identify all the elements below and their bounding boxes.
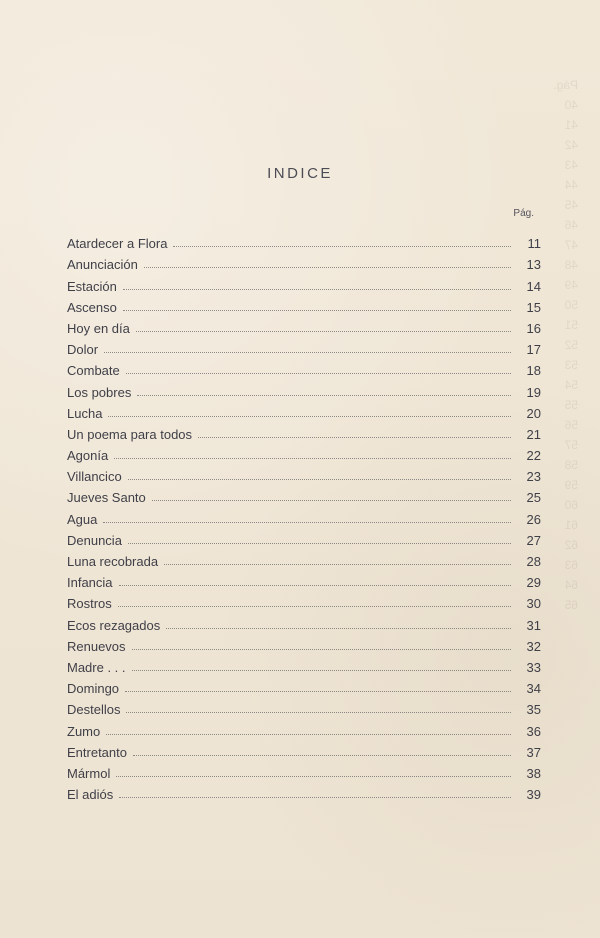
toc-entry-title: Luna recobrada <box>67 554 159 569</box>
dot-leader <box>166 628 511 629</box>
toc-entry-title: Rostros <box>67 596 112 612</box>
toc-entry-page: 33 <box>526 659 541 675</box>
dot-leader <box>128 479 511 480</box>
toc-entry <box>67 400 541 421</box>
toc-entry <box>67 760 541 781</box>
toc-entry-page: 16 <box>526 320 541 336</box>
dot-leader <box>108 416 511 417</box>
toc-entry <box>67 527 541 548</box>
toc-entry-title: El adiós <box>67 787 114 803</box>
toc-entry-page: 37 <box>526 744 541 760</box>
toc-entry-title: Zumo <box>67 723 101 739</box>
toc-entry-page: 34 <box>526 681 541 697</box>
toc-entry <box>67 251 541 272</box>
toc-entry-title: Ascenso <box>67 299 117 315</box>
toc-entry-title: Estación <box>67 278 117 294</box>
toc-entry-page: 26 <box>526 511 541 527</box>
toc-entry <box>67 378 541 399</box>
table-of-contents <box>67 230 541 802</box>
toc-entry-title: Anunciación <box>67 257 138 273</box>
toc-entry-page: 15 <box>526 299 541 315</box>
page-column-label: Pág. <box>513 208 534 219</box>
toc-entry <box>67 654 541 675</box>
dot-leader <box>126 712 511 713</box>
toc-entry <box>67 675 541 696</box>
toc-entry <box>67 421 541 442</box>
toc-entry-page: 29 <box>526 575 541 591</box>
toc-entry-title: Ecos rezagados <box>67 617 161 633</box>
page-title: INDICE <box>267 165 333 182</box>
toc-entry-page: 32 <box>526 638 541 654</box>
dot-leader <box>128 543 511 544</box>
toc-entry-title: Los pobres <box>67 384 132 400</box>
dot-leader <box>164 564 511 565</box>
toc-entry-title: Destellos <box>67 702 121 718</box>
toc-entry-page: 13 <box>526 257 541 273</box>
toc-entry <box>67 315 541 336</box>
toc-entry <box>67 611 541 632</box>
toc-entry-title: Atardecer a Flora <box>67 236 168 252</box>
toc-entry-page: 11 <box>527 236 541 252</box>
show-through-text: Pág. 40 41 42 43 44 45 46 47 48 49 50 51 52 53 54 55 56 57 58 59 60 61 62 63 64 65 <box>553 78 578 612</box>
dot-leader <box>132 670 511 671</box>
toc-entry-page: 25 <box>526 490 541 506</box>
toc-entry-page: 22 <box>526 448 541 464</box>
dot-leader <box>119 585 511 586</box>
toc-entry-title: Renuevos <box>67 638 126 654</box>
toc-entry <box>67 781 541 802</box>
toc-entry-page: 27 <box>526 532 541 548</box>
dot-leader <box>114 458 511 459</box>
toc-entry <box>67 357 541 378</box>
toc-entry <box>67 230 541 251</box>
toc-entry-title: Combate <box>67 363 120 379</box>
toc-entry-title: Infancia <box>67 575 113 591</box>
toc-entry <box>67 717 541 738</box>
toc-entry <box>67 633 541 654</box>
dot-leader <box>133 755 511 756</box>
dot-leader <box>173 246 511 247</box>
dot-leader <box>123 310 511 311</box>
toc-entry-page: 18 <box>526 363 541 379</box>
toc-entry <box>67 569 541 590</box>
dot-leader <box>152 500 511 501</box>
toc-entry-page: 21 <box>526 426 541 442</box>
dot-leader <box>118 606 511 607</box>
toc-entry-page: 28 <box>526 554 541 569</box>
toc-entry-title: Hoy en día <box>67 320 130 336</box>
toc-entry <box>67 442 541 463</box>
toc-entry-page: 35 <box>526 702 541 718</box>
toc-entry-title: Domingo <box>67 681 120 697</box>
toc-entry <box>67 505 541 526</box>
dot-leader <box>132 649 511 650</box>
toc-entry-page: 20 <box>526 405 541 421</box>
toc-entry <box>67 548 541 569</box>
toc-entry <box>67 739 541 760</box>
toc-entry <box>67 590 541 611</box>
toc-entry-title: Agua <box>67 511 98 527</box>
toc-entry-page: 38 <box>526 765 541 781</box>
dot-leader <box>137 395 511 396</box>
toc-entry <box>67 336 541 357</box>
toc-entry-page: 31 <box>526 617 541 633</box>
dot-leader <box>103 522 511 523</box>
toc-entry-page: 19 <box>526 384 541 400</box>
dot-leader <box>106 734 511 735</box>
toc-entry <box>67 294 541 315</box>
dot-leader <box>198 437 511 438</box>
toc-entry-title: Un poema para todos <box>67 426 193 442</box>
toc-entry-page: 30 <box>526 596 541 612</box>
dot-leader <box>126 373 511 374</box>
toc-entry-title: Agonía <box>67 448 109 464</box>
toc-entry <box>67 696 541 717</box>
toc-entry-title: Villancico <box>67 469 122 485</box>
toc-entry-page: 17 <box>526 342 541 358</box>
toc-entry-page: 36 <box>526 723 541 739</box>
toc-entry-page: 39 <box>526 787 541 803</box>
dot-leader <box>136 331 511 332</box>
toc-entry-title: Denuncia <box>67 532 122 548</box>
toc-entry <box>67 484 541 505</box>
toc-entry-page: 14 <box>526 278 541 294</box>
toc-entry-title: Jueves Santo <box>67 490 146 506</box>
dot-leader <box>123 289 511 290</box>
dot-leader <box>125 691 511 692</box>
dot-leader <box>104 352 511 353</box>
toc-entry <box>67 463 541 484</box>
toc-entry-page: 23 <box>526 469 541 485</box>
toc-entry-title: Lucha <box>67 405 103 421</box>
dot-leader <box>119 797 511 798</box>
toc-entry-title: Madre . . . <box>67 659 126 675</box>
toc-entry <box>67 272 541 293</box>
toc-entry-title: Entretanto <box>67 744 127 760</box>
toc-entry-title: Mármol <box>67 765 111 781</box>
dot-leader <box>116 776 511 777</box>
dot-leader <box>144 267 511 268</box>
toc-entry-title: Dolor <box>67 342 99 358</box>
